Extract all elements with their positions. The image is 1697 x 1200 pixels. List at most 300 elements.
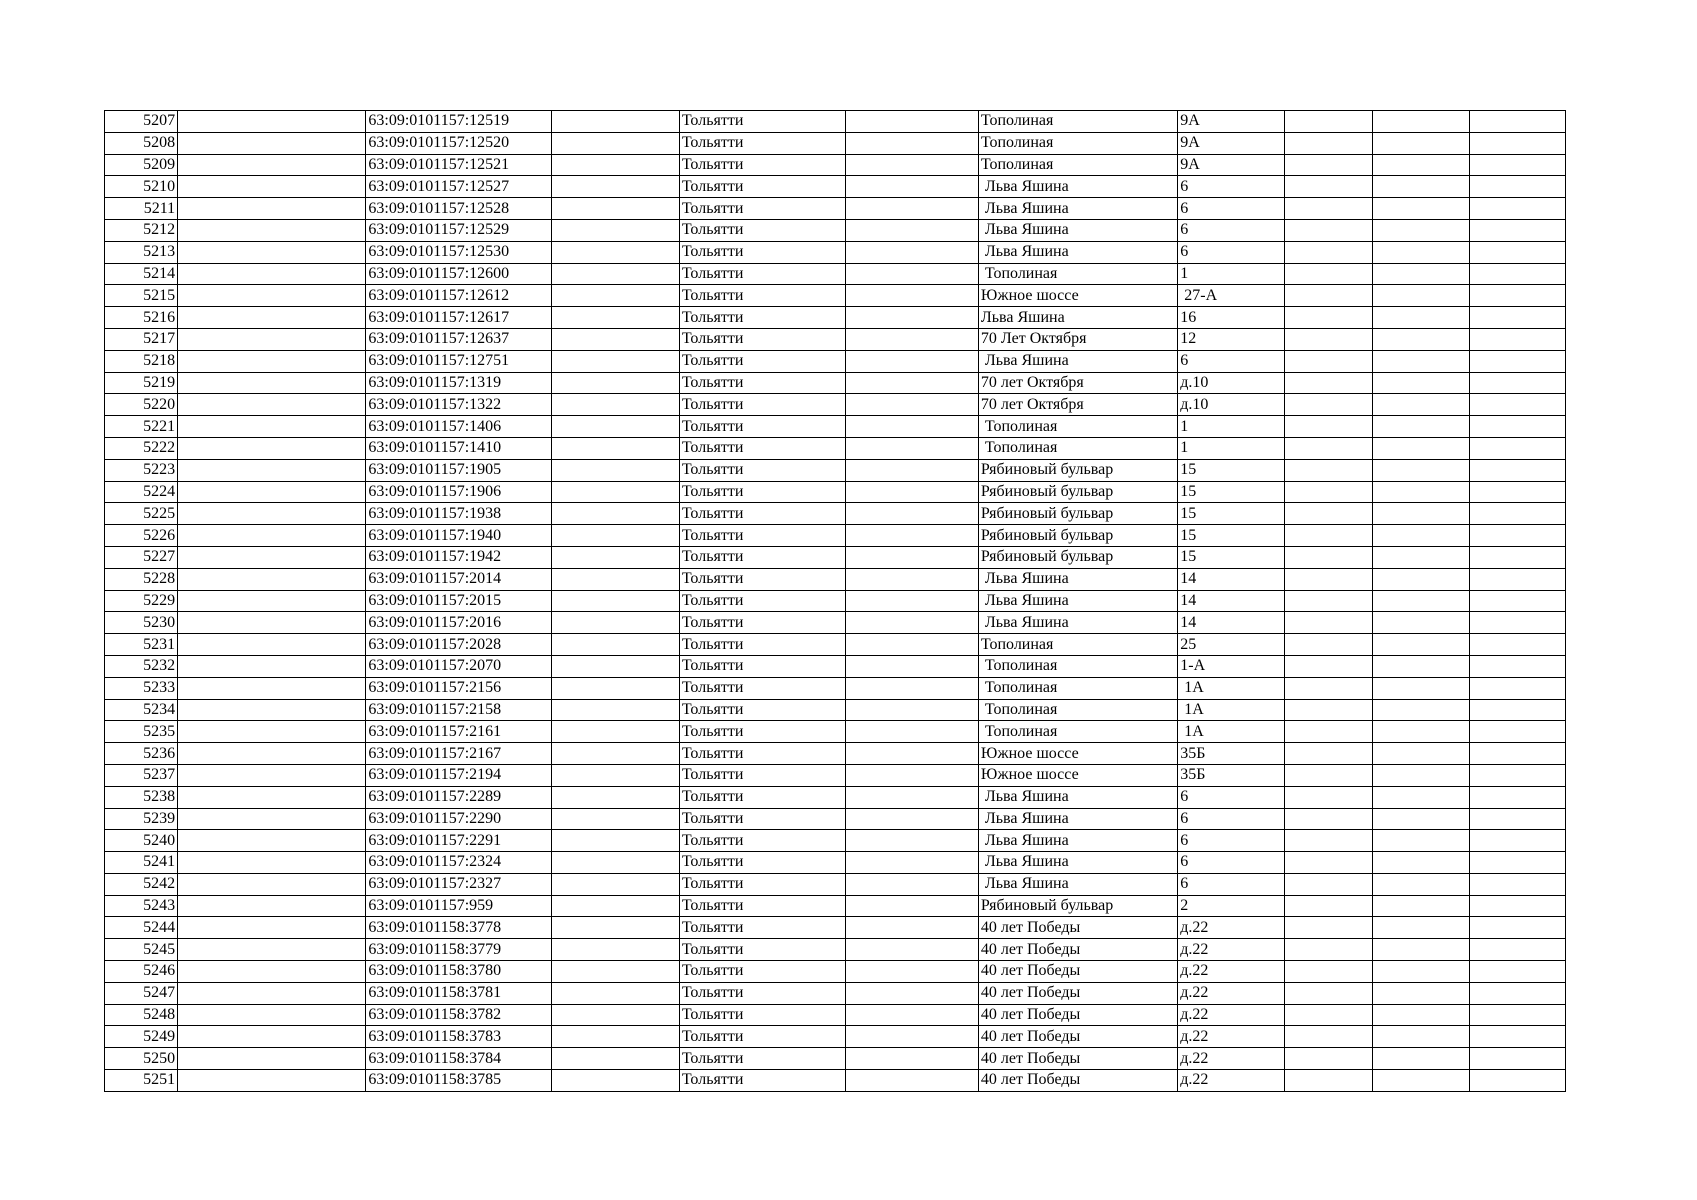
city-cell: Тольятти [679, 655, 845, 677]
house-number-cell: 16 [1178, 307, 1284, 329]
cadastral-number-cell: 63:09:0101157:2015 [366, 590, 552, 612]
table-row [105, 873, 1566, 895]
empty-cell [1284, 525, 1373, 547]
cadastral-number-cell: 63:09:0101157:1938 [366, 503, 552, 525]
empty-cell [552, 176, 679, 198]
row-number-cell: 5234 [105, 699, 178, 721]
empty-cell [1469, 786, 1565, 808]
house-number-cell: 14 [1178, 590, 1284, 612]
city-cell: Тольятти [679, 525, 845, 547]
house-number-cell: 35Б [1178, 743, 1284, 765]
city-cell: Тольятти [679, 721, 845, 743]
house-number-cell: д.22 [1178, 961, 1284, 983]
empty-cell [1284, 263, 1373, 285]
empty-cell [552, 721, 679, 743]
house-number-cell: 6 [1178, 830, 1284, 852]
empty-cell [1284, 176, 1373, 198]
street-cell: Рябиновый бульвар [978, 895, 1177, 917]
empty-cell [845, 481, 978, 503]
table-row [105, 612, 1566, 634]
cadastral-number-cell: 63:09:0101157:12612 [366, 285, 552, 307]
empty-cell [1284, 154, 1373, 176]
table-row [105, 372, 1566, 394]
street-cell: Тополиная [978, 634, 1177, 656]
empty-cell [1284, 852, 1373, 874]
street-cell: Тополиная [978, 154, 1177, 176]
empty-cell [1469, 917, 1565, 939]
city-cell: Тольятти [679, 459, 845, 481]
row-number-cell: 5247 [105, 982, 178, 1004]
empty-cell [1373, 1004, 1469, 1026]
empty-cell [178, 677, 366, 699]
empty-cell [1373, 546, 1469, 568]
empty-cell [552, 307, 679, 329]
empty-cell [1284, 372, 1373, 394]
empty-cell [552, 219, 679, 241]
cadastral-number-cell: 63:09:0101157:2291 [366, 830, 552, 852]
house-number-cell: 12 [1178, 328, 1284, 350]
street-cell: Льва Яшина [978, 350, 1177, 372]
city-cell: Тольятти [679, 219, 845, 241]
row-number-cell: 5228 [105, 568, 178, 590]
empty-cell [845, 982, 978, 1004]
row-number-cell: 5230 [105, 612, 178, 634]
row-number-cell: 5238 [105, 786, 178, 808]
empty-cell [845, 111, 978, 133]
empty-cell [1469, 481, 1565, 503]
empty-cell [845, 677, 978, 699]
empty-cell [1469, 655, 1565, 677]
street-cell: Льва Яшина [978, 568, 1177, 590]
empty-cell [845, 895, 978, 917]
empty-cell [1469, 743, 1565, 765]
house-number-cell: д.10 [1178, 394, 1284, 416]
cadastral-number-cell: 63:09:0101157:2070 [366, 655, 552, 677]
city-cell: Тольятти [679, 437, 845, 459]
empty-cell [178, 743, 366, 765]
empty-cell [552, 743, 679, 765]
street-cell: Тополиная [978, 677, 1177, 699]
empty-cell [1469, 241, 1565, 263]
empty-cell [552, 459, 679, 481]
table-row [105, 416, 1566, 438]
empty-cell [1373, 982, 1469, 1004]
empty-cell [1284, 764, 1373, 786]
empty-cell [1469, 808, 1565, 830]
empty-cell [178, 764, 366, 786]
empty-cell [552, 1004, 679, 1026]
cadastral-number-cell: 63:09:0101157:12529 [366, 219, 552, 241]
empty-cell [552, 285, 679, 307]
city-cell: Тольятти [679, 307, 845, 329]
street-cell: Рябиновый бульвар [978, 503, 1177, 525]
empty-cell [845, 830, 978, 852]
empty-cell [845, 132, 978, 154]
empty-cell [845, 743, 978, 765]
row-number-cell: 5221 [105, 416, 178, 438]
table-row [105, 394, 1566, 416]
house-number-cell: 15 [1178, 546, 1284, 568]
empty-cell [178, 873, 366, 895]
cadastral-number-cell: 63:09:0101157:2289 [366, 786, 552, 808]
empty-cell [1469, 634, 1565, 656]
city-cell: Тольятти [679, 241, 845, 263]
house-number-cell: 6 [1178, 350, 1284, 372]
empty-cell [845, 612, 978, 634]
empty-cell [1284, 677, 1373, 699]
empty-cell [552, 939, 679, 961]
empty-cell [1469, 263, 1565, 285]
house-number-cell: 15 [1178, 459, 1284, 481]
empty-cell [1373, 808, 1469, 830]
cadastral-number-cell: 63:09:0101157:959 [366, 895, 552, 917]
empty-cell [552, 634, 679, 656]
empty-cell [845, 634, 978, 656]
empty-cell [1284, 1004, 1373, 1026]
empty-cell [1469, 372, 1565, 394]
empty-cell [178, 437, 366, 459]
empty-cell [1284, 917, 1373, 939]
cadastral-number-cell: 63:09:0101157:12520 [366, 132, 552, 154]
city-cell: Тольятти [679, 285, 845, 307]
house-number-cell: 1А [1178, 677, 1284, 699]
empty-cell [178, 982, 366, 1004]
empty-cell [552, 437, 679, 459]
table-row [105, 111, 1566, 133]
empty-cell [1373, 721, 1469, 743]
empty-cell [1284, 982, 1373, 1004]
empty-cell [178, 568, 366, 590]
street-cell: Тополиная [978, 263, 1177, 285]
empty-cell [178, 307, 366, 329]
street-cell: Льва Яшина [978, 590, 1177, 612]
empty-cell [1373, 481, 1469, 503]
empty-cell [845, 917, 978, 939]
empty-cell [1284, 568, 1373, 590]
empty-cell [1284, 132, 1373, 154]
house-number-cell: 1 [1178, 263, 1284, 285]
row-number-cell: 5232 [105, 655, 178, 677]
house-number-cell: 1-А [1178, 655, 1284, 677]
house-number-cell: д.22 [1178, 1070, 1284, 1092]
empty-cell [1284, 1048, 1373, 1070]
row-number-cell: 5229 [105, 590, 178, 612]
empty-cell [552, 1026, 679, 1048]
cadastral-number-cell: 63:09:0101157:2158 [366, 699, 552, 721]
row-number-cell: 5209 [105, 154, 178, 176]
empty-cell [1284, 590, 1373, 612]
house-number-cell: 1 [1178, 437, 1284, 459]
row-number-cell: 5245 [105, 939, 178, 961]
city-cell: Тольятти [679, 154, 845, 176]
cadastral-number-cell: 63:09:0101158:3781 [366, 982, 552, 1004]
empty-cell [1284, 394, 1373, 416]
empty-cell [552, 111, 679, 133]
empty-cell [1469, 721, 1565, 743]
empty-cell [178, 372, 366, 394]
empty-cell [178, 721, 366, 743]
empty-cell [552, 132, 679, 154]
row-number-cell: 5233 [105, 677, 178, 699]
street-cell: Тополиная [978, 416, 1177, 438]
empty-cell [552, 873, 679, 895]
city-cell: Тольятти [679, 416, 845, 438]
empty-cell [1469, 830, 1565, 852]
city-cell: Тольятти [679, 808, 845, 830]
row-number-cell: 5226 [105, 525, 178, 547]
row-number-cell: 5243 [105, 895, 178, 917]
house-number-cell: 27-А [1178, 285, 1284, 307]
house-number-cell: д.22 [1178, 939, 1284, 961]
table-row [105, 764, 1566, 786]
house-number-cell: 6 [1178, 176, 1284, 198]
empty-cell [1373, 372, 1469, 394]
empty-cell [845, 1026, 978, 1048]
cadastral-number-cell: 63:09:0101157:2014 [366, 568, 552, 590]
empty-cell [1373, 699, 1469, 721]
city-cell: Тольятти [679, 917, 845, 939]
city-cell: Тольятти [679, 481, 845, 503]
row-number-cell: 5214 [105, 263, 178, 285]
city-cell: Тольятти [679, 590, 845, 612]
city-cell: Тольятти [679, 394, 845, 416]
empty-cell [1284, 895, 1373, 917]
empty-cell [178, 1048, 366, 1070]
empty-cell [1469, 503, 1565, 525]
table-row [105, 852, 1566, 874]
empty-cell [1373, 764, 1469, 786]
empty-cell [1469, 394, 1565, 416]
empty-cell [1373, 307, 1469, 329]
empty-cell [845, 154, 978, 176]
city-cell: Тольятти [679, 852, 845, 874]
street-cell: Льва Яшина [978, 241, 1177, 263]
row-number-cell: 5216 [105, 307, 178, 329]
empty-cell [1284, 699, 1373, 721]
cadastral-number-cell: 63:09:0101158:3783 [366, 1026, 552, 1048]
table-row [105, 176, 1566, 198]
empty-cell [178, 263, 366, 285]
empty-cell [552, 764, 679, 786]
street-cell: Рябиновый бульвар [978, 546, 1177, 568]
cadastral-number-cell: 63:09:0101157:1942 [366, 546, 552, 568]
empty-cell [845, 786, 978, 808]
row-number-cell: 5244 [105, 917, 178, 939]
empty-cell [1469, 111, 1565, 133]
empty-cell [845, 961, 978, 983]
empty-cell [1284, 350, 1373, 372]
empty-cell [1373, 1070, 1469, 1092]
street-cell: 40 лет Победы [978, 1026, 1177, 1048]
empty-cell [845, 372, 978, 394]
empty-cell [845, 307, 978, 329]
house-number-cell: 9А [1178, 111, 1284, 133]
empty-cell [1469, 1004, 1565, 1026]
city-cell: Тольятти [679, 939, 845, 961]
cadastral-number-cell: 63:09:0101158:3779 [366, 939, 552, 961]
empty-cell [178, 546, 366, 568]
cadastral-number-cell: 63:09:0101157:1322 [366, 394, 552, 416]
empty-cell [1284, 786, 1373, 808]
row-number-cell: 5235 [105, 721, 178, 743]
empty-cell [552, 546, 679, 568]
empty-cell [178, 198, 366, 220]
empty-cell [1284, 241, 1373, 263]
empty-cell [178, 786, 366, 808]
empty-cell [1373, 437, 1469, 459]
empty-cell [178, 285, 366, 307]
empty-cell [178, 176, 366, 198]
data-table [104, 110, 1566, 1092]
cadastral-number-cell: 63:09:0101157:12528 [366, 198, 552, 220]
table-row [105, 437, 1566, 459]
row-number-cell: 5242 [105, 873, 178, 895]
row-number-cell: 5248 [105, 1004, 178, 1026]
street-cell: Рябиновый бульвар [978, 525, 1177, 547]
empty-cell [552, 394, 679, 416]
street-cell: 40 лет Победы [978, 982, 1177, 1004]
house-number-cell: д.22 [1178, 1048, 1284, 1070]
empty-cell [178, 350, 366, 372]
empty-cell [1373, 612, 1469, 634]
table-row [105, 285, 1566, 307]
empty-cell [1284, 328, 1373, 350]
street-cell: 70 Лет Октября [978, 328, 1177, 350]
empty-cell [552, 852, 679, 874]
table-row [105, 1004, 1566, 1026]
empty-cell [845, 328, 978, 350]
city-cell: Тольятти [679, 1070, 845, 1092]
house-number-cell: 15 [1178, 525, 1284, 547]
city-cell: Тольятти [679, 111, 845, 133]
row-number-cell: 5220 [105, 394, 178, 416]
empty-cell [845, 873, 978, 895]
city-cell: Тольятти [679, 546, 845, 568]
cadastral-number-cell: 63:09:0101157:12527 [366, 176, 552, 198]
empty-cell [845, 416, 978, 438]
row-number-cell: 5212 [105, 219, 178, 241]
table-row [105, 546, 1566, 568]
row-number-cell: 5215 [105, 285, 178, 307]
empty-cell [1373, 917, 1469, 939]
table-row [105, 634, 1566, 656]
street-cell: Тополиная [978, 437, 1177, 459]
table-row [105, 961, 1566, 983]
empty-cell [1373, 132, 1469, 154]
empty-cell [1284, 873, 1373, 895]
empty-cell [1373, 830, 1469, 852]
house-number-cell: д.22 [1178, 1004, 1284, 1026]
street-cell: 40 лет Победы [978, 961, 1177, 983]
cadastral-number-cell: 63:09:0101157:12530 [366, 241, 552, 263]
empty-cell [845, 437, 978, 459]
cadastral-number-cell: 63:09:0101157:1319 [366, 372, 552, 394]
empty-cell [178, 939, 366, 961]
street-cell: Льва Яшина [978, 852, 1177, 874]
empty-cell [845, 1070, 978, 1092]
city-cell: Тольятти [679, 372, 845, 394]
empty-cell [845, 350, 978, 372]
city-cell: Тольятти [679, 612, 845, 634]
row-number-cell: 5225 [105, 503, 178, 525]
table-row [105, 219, 1566, 241]
empty-cell [1284, 307, 1373, 329]
empty-cell [178, 808, 366, 830]
row-number-cell: 5231 [105, 634, 178, 656]
street-cell: Тополиная [978, 699, 1177, 721]
table-row [105, 721, 1566, 743]
empty-cell [1284, 198, 1373, 220]
empty-cell [552, 416, 679, 438]
empty-cell [1373, 590, 1469, 612]
row-number-cell: 5210 [105, 176, 178, 198]
street-cell: Рябиновый бульвар [978, 481, 1177, 503]
street-cell: 40 лет Победы [978, 939, 1177, 961]
empty-cell [1284, 219, 1373, 241]
street-cell: Тополиная [978, 111, 1177, 133]
empty-cell [1469, 895, 1565, 917]
house-number-cell: 6 [1178, 241, 1284, 263]
empty-cell [178, 416, 366, 438]
cadastral-number-cell: 63:09:0101158:3785 [366, 1070, 552, 1092]
empty-cell [1469, 198, 1565, 220]
empty-cell [552, 982, 679, 1004]
empty-cell [178, 612, 366, 634]
empty-cell [552, 372, 679, 394]
empty-cell [845, 590, 978, 612]
city-cell: Тольятти [679, 198, 845, 220]
empty-cell [552, 568, 679, 590]
empty-cell [178, 590, 366, 612]
table-row [105, 263, 1566, 285]
empty-cell [1373, 154, 1469, 176]
street-cell: Льва Яшина [978, 786, 1177, 808]
empty-cell [1284, 634, 1373, 656]
empty-cell [1373, 873, 1469, 895]
cadastral-number-cell: 63:09:0101157:12600 [366, 263, 552, 285]
cadastral-number-cell: 63:09:0101157:1906 [366, 481, 552, 503]
table-row [105, 743, 1566, 765]
empty-cell [552, 350, 679, 372]
empty-cell [1469, 416, 1565, 438]
street-cell: Южное шоссе [978, 285, 1177, 307]
empty-cell [1373, 176, 1469, 198]
empty-cell [178, 525, 366, 547]
empty-cell [845, 198, 978, 220]
house-number-cell: 6 [1178, 873, 1284, 895]
empty-cell [1373, 328, 1469, 350]
city-cell: Тольятти [679, 699, 845, 721]
street-cell: Южное шоссе [978, 764, 1177, 786]
empty-cell [1373, 459, 1469, 481]
street-cell: Тополиная [978, 132, 1177, 154]
empty-cell [552, 808, 679, 830]
row-number-cell: 5219 [105, 372, 178, 394]
empty-cell [1284, 459, 1373, 481]
table-row [105, 241, 1566, 263]
table-row [105, 786, 1566, 808]
table-row [105, 132, 1566, 154]
empty-cell [552, 328, 679, 350]
row-number-cell: 5213 [105, 241, 178, 263]
empty-cell [1284, 808, 1373, 830]
empty-cell [552, 525, 679, 547]
empty-cell [1373, 939, 1469, 961]
empty-cell [552, 481, 679, 503]
row-number-cell: 5227 [105, 546, 178, 568]
street-cell: Тополиная [978, 655, 1177, 677]
empty-cell [1284, 416, 1373, 438]
